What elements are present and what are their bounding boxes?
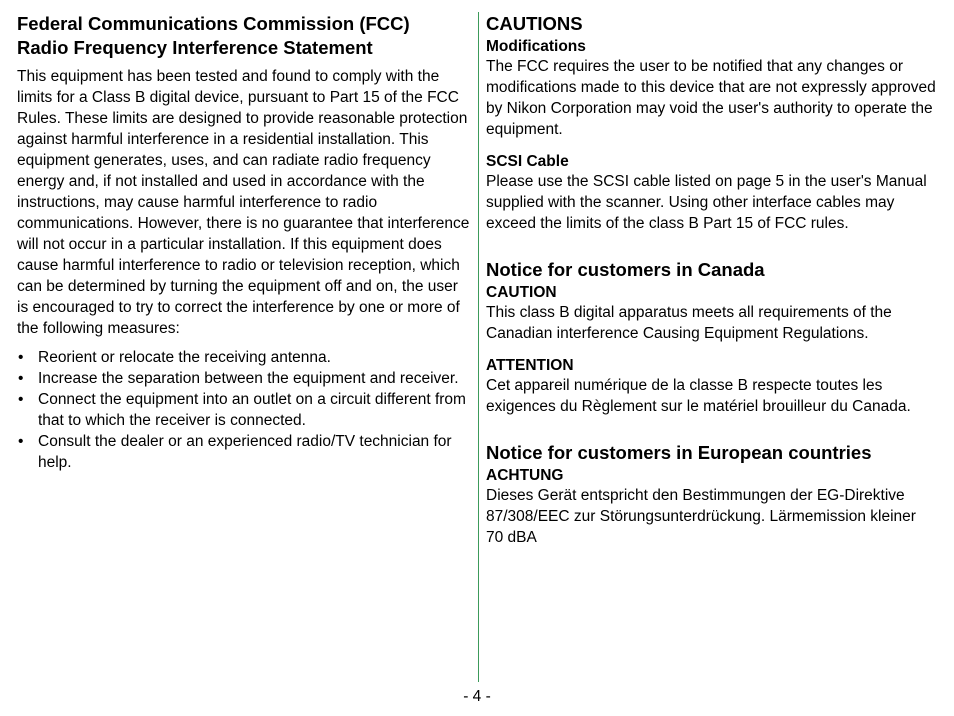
scsi-section: [486, 153, 936, 234]
fcc-measures-list: [17, 347, 472, 473]
modifications-heading: Modifications: [486, 38, 586, 55]
measure-text: Increase the separation between the equipment and receiver.: [38, 370, 459, 387]
fcc-title-line1: Federal Communications Commission (FCC): [17, 13, 410, 34]
scsi-text: Please use the SCSI cable listed on page 5 in the user's Manual supplied with the scanner. Using other interface cables may exceed the limits of the class B Part 15 of FCC rules.: [486, 173, 927, 232]
measure-text: Reorient or relocate the receiving antenna.: [38, 349, 331, 366]
scsi-heading: SCSI Cable: [486, 153, 569, 170]
fcc-section: [17, 12, 472, 473]
canada-title: Notice for customers in Canada: [486, 259, 765, 280]
canada-attention-heading: ATTENTION: [486, 357, 574, 374]
column-divider: [478, 12, 479, 682]
modifications-section: [486, 38, 936, 140]
canada-caution-heading: CAUTION: [486, 284, 557, 301]
page-number: - 4 -: [463, 688, 491, 705]
measure-text: Connect the equipment into an outlet on a circuit different from that to which the receiver is connected.: [38, 391, 466, 429]
canada-caution-section: [486, 284, 936, 344]
europe-title: Notice for customers in European countries: [486, 442, 872, 463]
bullet-icon: •: [18, 349, 24, 366]
canada-attention-section: [486, 357, 936, 417]
europe-achtung-section: [486, 467, 936, 548]
europe-achtung-heading: ACHTUNG: [486, 467, 564, 484]
bullet-icon: •: [18, 391, 24, 408]
measure-text: Consult the dealer or an experienced radio/TV technician for help.: [38, 433, 452, 471]
cautions-title: CAUTIONS: [486, 13, 583, 34]
europe-achtung-text: Dieses Gerät entspricht den Bestimmungen der EG-Direktive 87/308/EEC zur Störungsunterdrückung. Lärmemission kleiner 70 dBA: [486, 487, 916, 546]
bullet-icon: •: [18, 370, 24, 387]
notices-column: [486, 12, 936, 561]
bullet-icon: •: [18, 433, 24, 450]
list-item: [17, 347, 472, 368]
canada-caution-text: This class B digital apparatus meets all requirements of the Canadian interference Causing Equipment Regulations.: [486, 304, 892, 342]
fcc-title-line2: Radio Frequency Interference Statement: [17, 37, 373, 58]
fcc-body-text: This equipment has been tested and found to comply with the limits for a Class B digital device, pursuant to Part 15 of the FCC Rules. These limits are designed to provide reasonable protection against harmful interference in a residential installation. This equipment generates, uses, and can radiate radio frequency energy and, if not installed and used in accordance with the instructions, may cause harmful interference to radio communications. However, there is no guarantee that interference will not occur in a particular installation. If this equipment does cause harmful interference to radio or television reception, which can be determined by turning the equipment off and on, the user is encouraged to try to correct the interference by one or more of the following measures:: [17, 68, 470, 337]
canada-attention-text: Cet appareil numérique de la classe B respecte toutes les exigences du Règlement sur le matériel brouilleur du Canada.: [486, 377, 911, 415]
list-item: [17, 368, 472, 389]
modifications-text: The FCC requires the user to be notified that any changes or modifications made to this device that are not expressly approved by Nikon Corporation may void the user's authority to operate the equipment.: [486, 58, 936, 138]
list-item: [17, 389, 472, 431]
fcc-title: [17, 12, 472, 60]
list-item: [17, 431, 472, 473]
